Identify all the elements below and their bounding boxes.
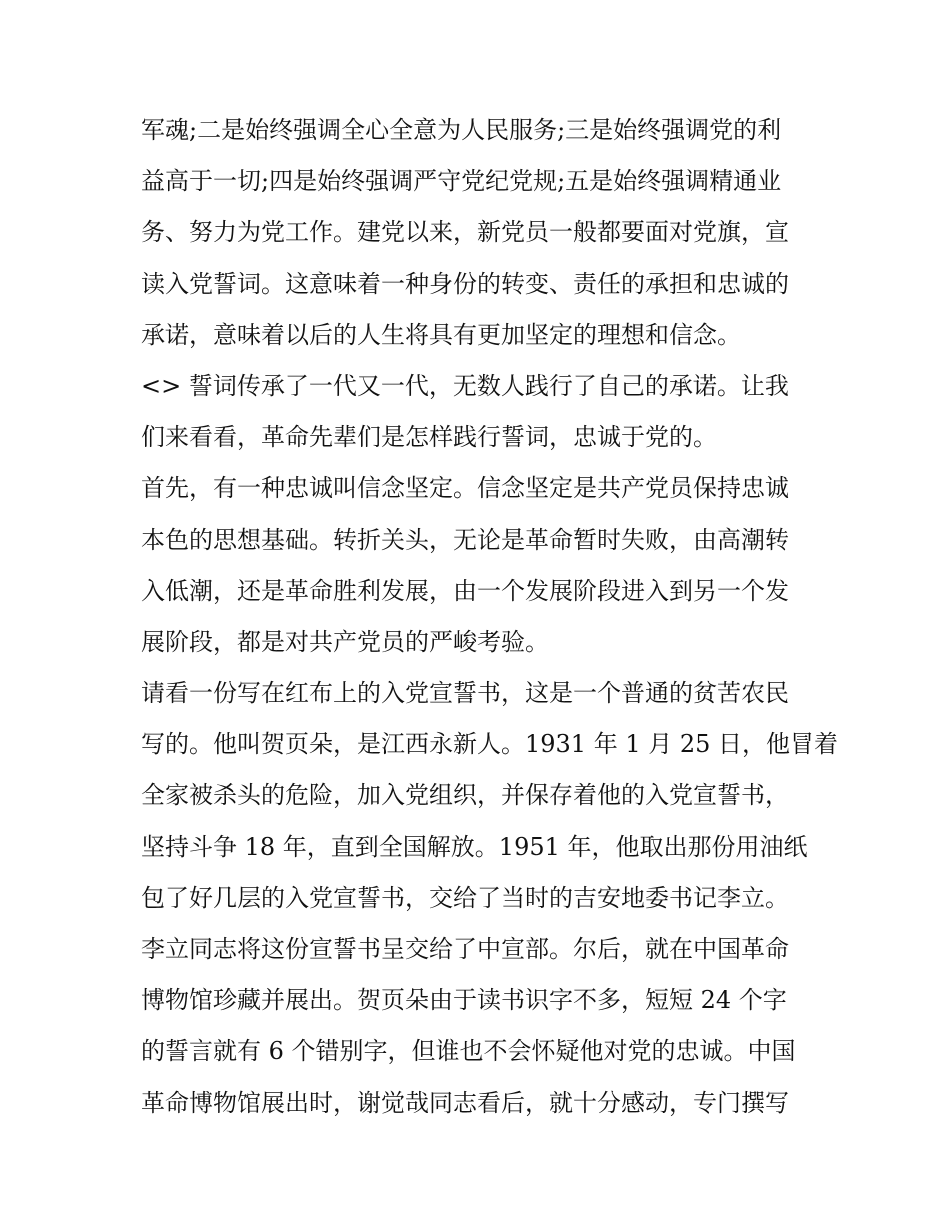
text-line: <> 誓词传承了一代又一代，无数人践行了自己的承诺。让我 (141, 371, 789, 400)
text-line: 承诺，意味着以后的人生将具有更加坚定的理想和信念。 (141, 320, 741, 349)
text-line: 读入党誓词。这意味着一种身份的转变、责任的承担和忠诚的 (141, 269, 789, 298)
text-line: 展阶段，都是对共产党员的严峻考验。 (141, 627, 549, 656)
text-line: 写的。他叫贺页朵，是江西永新人。1931 年 1 月 25 日，他冒着 (141, 730, 839, 759)
text-line: 李立同志将这份宣誓书呈交给了中宣部。尔后，就在中国革命 (141, 935, 789, 963)
text-line: 博物馆珍藏并展出。贺页朵由于读书识字不多，短短 24 个字 (141, 986, 787, 1015)
text-line: 的誓言就有 6 个错别字，但谁也不会怀疑他对党的忠诚。中国 (141, 1037, 796, 1066)
text-line: 益高于一切;四是始终强调严守党纪党规;五是始终强调精通业 (141, 167, 782, 196)
text-line: 革命博物馆展出时，谢觉哉同志看后，就十分感动，专门撰写 (141, 1088, 789, 1117)
text-line: 请看一份写在红布上的入党宣誓书，这是一个普通的贫苦农民 (141, 679, 789, 708)
text-line: 包了好几层的入党宣誓书，交给了当时的吉安地委书记李立。 (141, 883, 789, 912)
text-line: 全家被杀头的危险，加入党组织，并保存着他的入党宣誓书， (141, 781, 789, 810)
text-line: 务、努力为党工作。建党以来，新党员一般都要面对党旗，宣 (141, 218, 789, 247)
document-body (141, 105, 839, 1129)
text-line: 本色的思想基础。转折关头，无论是革命暂时失败，由高潮转 (141, 525, 789, 554)
text-line: 军魂;二是始终强调全心全意为人民服务;三是始终强调党的利 (141, 116, 782, 144)
text-line: 首先，有一种忠诚叫信念坚定。信念坚定是共产党员保持忠诚 (141, 474, 789, 503)
text-line: 坚持斗争 18 年，直到全国解放。1951 年，他取出那份用油纸 (141, 832, 808, 861)
text-line: 入低潮，还是革命胜利发展，由一个发展阶段进入到另一个发 (141, 576, 789, 605)
text-line: 们来看看，革命先辈们是怎样践行誓词，忠诚于党的。 (141, 423, 717, 452)
